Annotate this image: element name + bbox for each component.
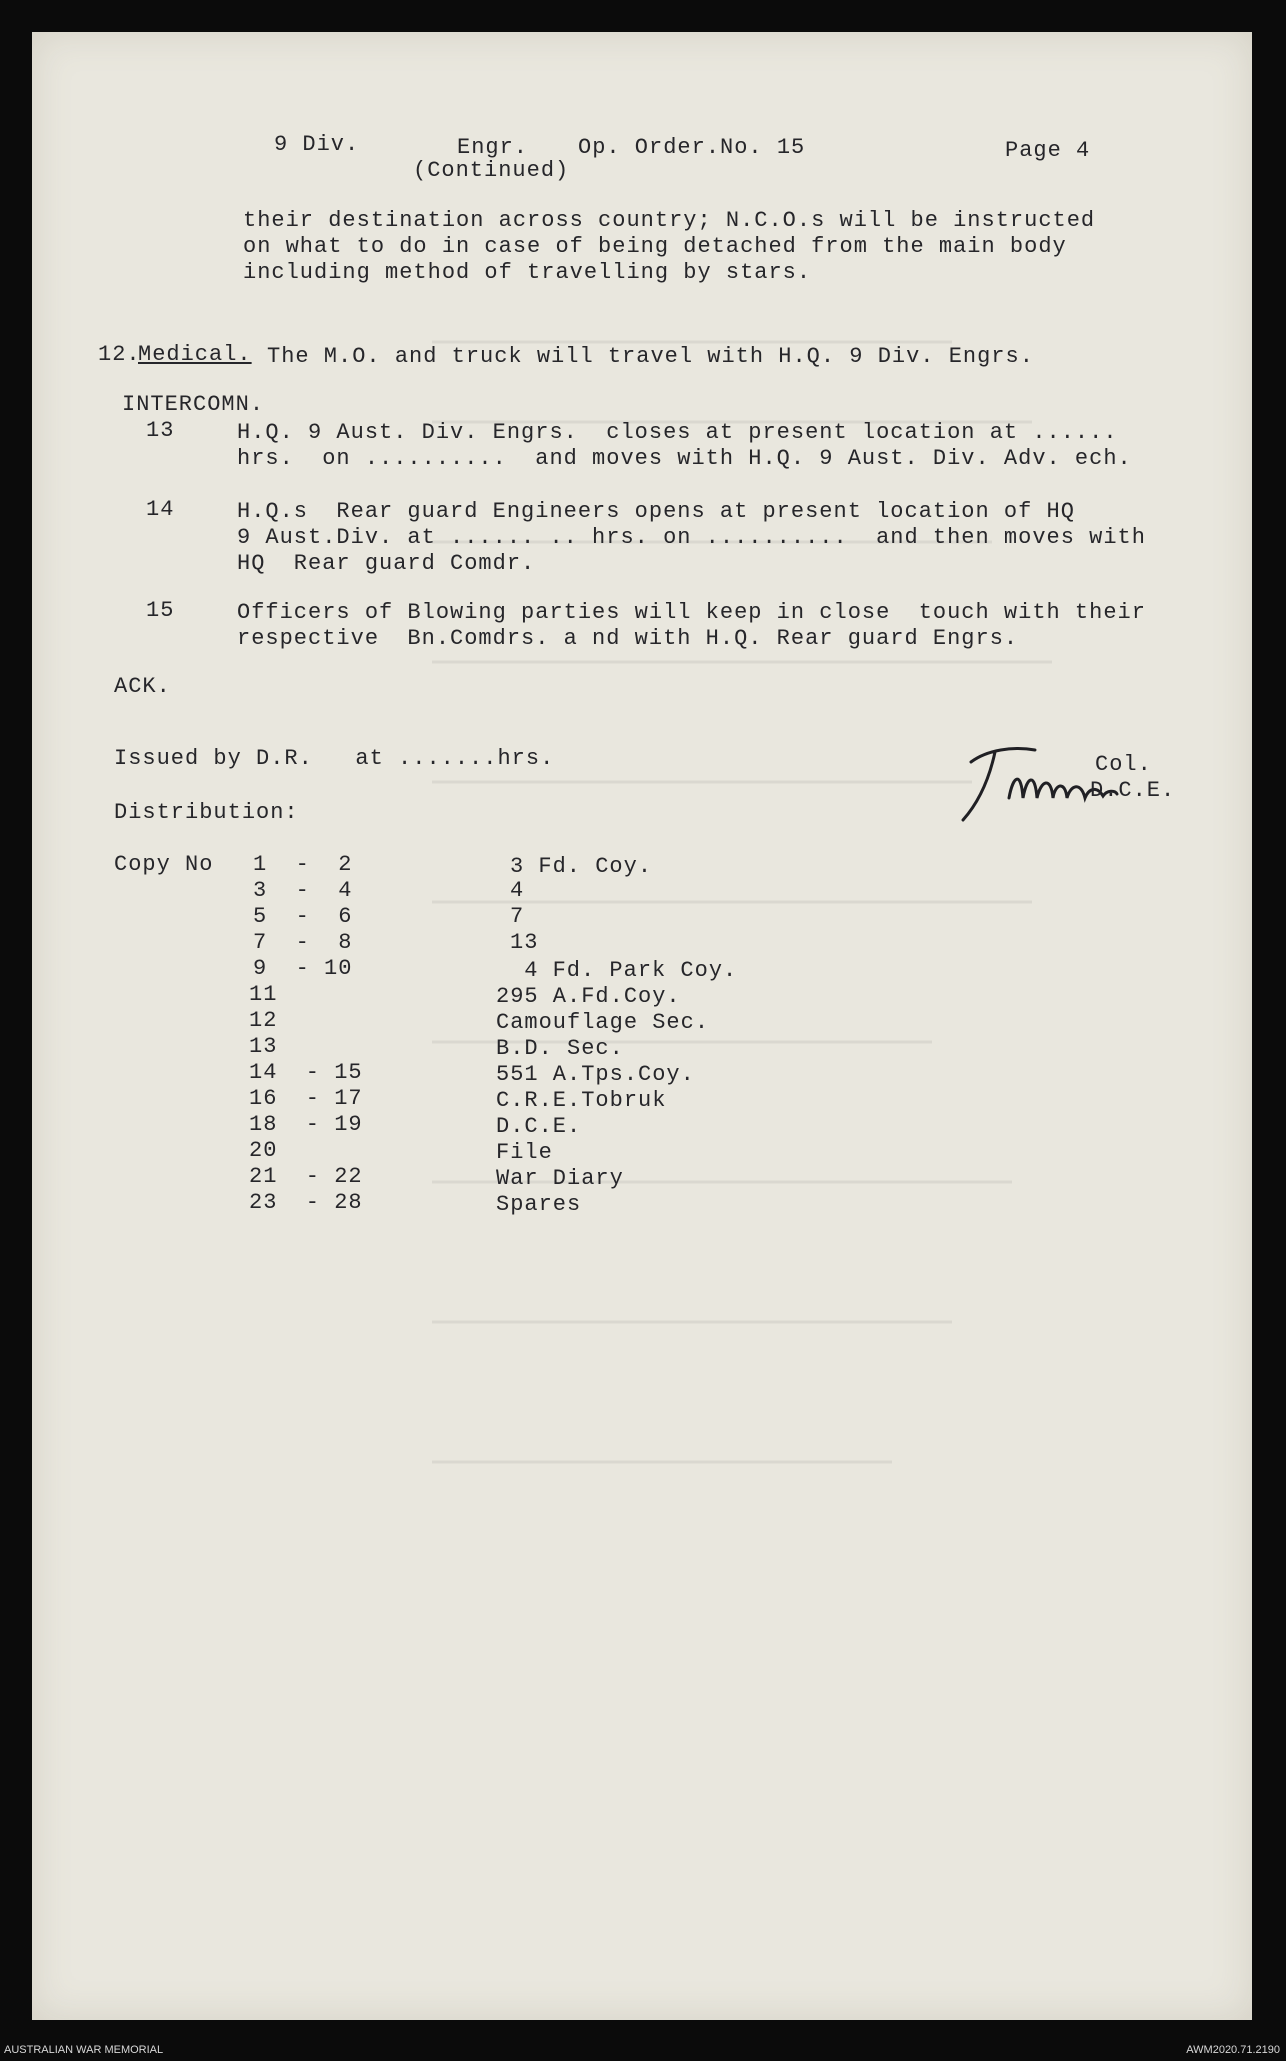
copy-recipient: Spares [496,1192,582,1217]
para-13-line-1: H.Q. 9 Aust. Div. Engrs. closes at present location at ...... [237,420,1118,445]
intro-line-2: on what to do in case of being detached from the main body [243,234,1067,259]
copy-range: 16 - 17 [249,1086,363,1111]
intercomn-heading: INTERCOMN. [122,392,265,417]
copy-range: 20 [249,1138,278,1163]
ack: ACK. [114,674,171,699]
copy-range: 18 - 19 [249,1112,363,1137]
para-14-number: 14 [146,497,175,522]
copy-recipient: D.C.E. [496,1114,582,1139]
para-15-number: 15 [146,598,175,623]
copy-no-label: Copy No [114,852,214,877]
copy-recipient: 4 Fd. Park Coy. [510,958,738,983]
header-order-number: Op. Order.No. 15 [578,135,806,160]
copy-range: 1 - 2 [253,852,353,877]
copy-range: 21 - 22 [249,1164,363,1189]
copy-recipient: File [496,1140,553,1165]
intro-line-1: their destination across country; N.C.O.s will be instructed [243,208,1096,233]
copy-range: 7 - 8 [253,930,353,955]
para-13-number: 13 [146,418,175,443]
footer-archive-name: AUSTRALIAN WAR MEMORIAL [4,2044,164,2056]
copy-recipient: 295 A.Fd.Coy. [496,984,681,1009]
issued-by: Issued by D.R. at .......hrs. [114,746,555,771]
footer-item-id: AWM2020.71.2190 [1186,2044,1280,2056]
copy-range: 14 - 15 [249,1060,363,1085]
copy-range: 11 [249,982,278,1007]
signature-rank: Col. [1095,752,1152,777]
header-engr: Engr. [457,135,529,160]
copy-recipient: 4 [510,878,525,903]
copy-range: 13 [249,1034,278,1059]
para-15-line-1: Officers of Blowing parties will keep in close touch with their [237,600,1146,625]
copy-recipient: B.D. Sec. [496,1036,624,1061]
para-15-line-2: respective Bn.Comdrs. a nd with H.Q. Rear guard Engrs. [237,626,1019,651]
signature-role: D.C.E. [1090,778,1176,803]
para-14-line-1: H.Q.s Rear guard Engineers opens at present location of HQ [237,499,1075,524]
copy-recipient: 7 [510,904,525,929]
header-division: 9 Div. [274,132,360,157]
copy-recipient: 13 [510,930,539,955]
copy-range: 3 - 4 [253,878,353,903]
copy-recipient: 3 Fd. Coy. [510,854,653,879]
medical-number: 12. [98,342,141,367]
copy-recipient: Camouflage Sec. [496,1010,710,1035]
distribution-label: Distribution: [114,800,299,825]
page-number: Page 4 [1005,138,1091,163]
header-continued: (Continued) [413,158,570,183]
copy-recipient: C.R.E.Tobruk [496,1088,667,1113]
para-13-line-2: hrs. on .......... and moves with H.Q. 9 Aust. Div. Adv. ech. [237,446,1132,471]
copy-recipient: 551 A.Tps.Coy. [496,1062,695,1087]
copy-recipient: War Diary [496,1166,624,1191]
copy-range: 5 - 6 [253,904,353,929]
copy-range: 23 - 28 [249,1190,363,1215]
copy-range: 9 - 10 [253,956,353,981]
para-14-line-3: HQ Rear guard Comdr. [237,551,536,576]
intro-line-3: including method of travelling by stars. [243,260,812,285]
para-14-line-2: 9 Aust.Div. at ...... .. hrs. on .......... and then moves with [237,525,1146,550]
document-page [32,32,1252,2020]
medical-text: The M.O. and truck will travel with H.Q. 9 Div. Engrs. [267,344,1034,369]
medical-heading: Medical. [138,342,252,367]
copy-range: 12 [249,1008,278,1033]
